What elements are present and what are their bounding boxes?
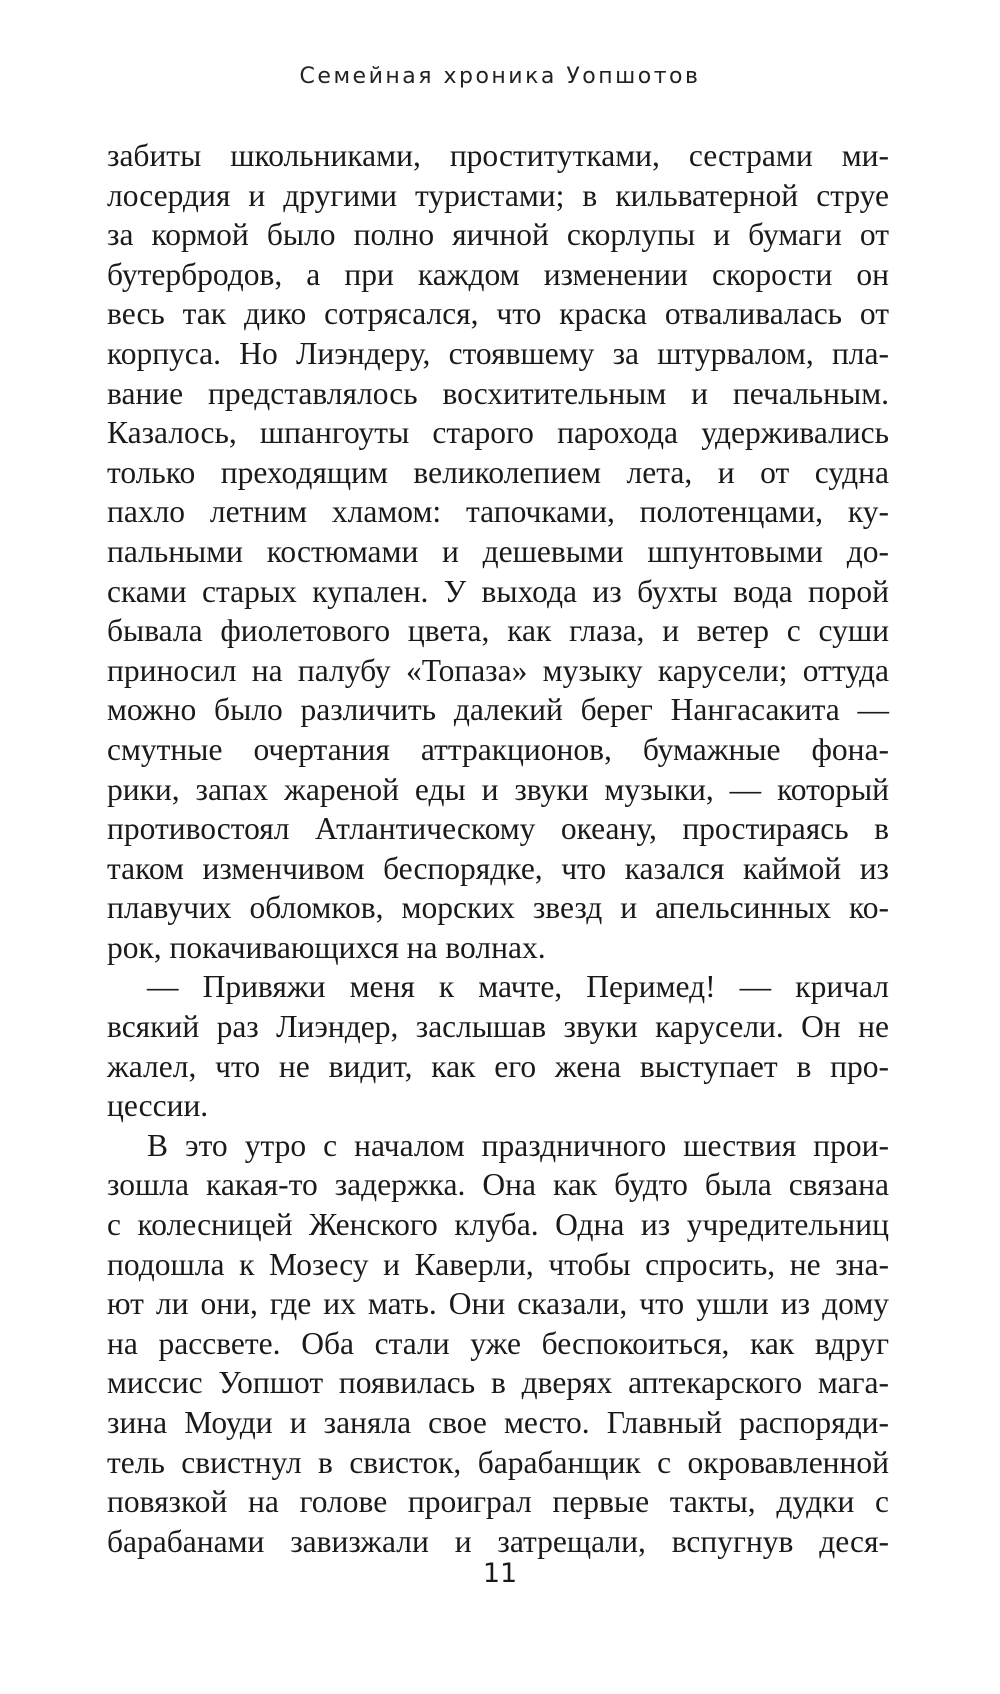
- text-line: таком изменчивом беспорядке, что казался каймой из: [107, 850, 889, 886]
- text-line: бывала фиолетового цвета, как глаза, и ветер с суши: [107, 613, 889, 649]
- text-line: миссис Уопшот появилась в дверях аптекарского мага-: [107, 1365, 889, 1401]
- text-line: смутные очертания аттракционов, бумажные фона-: [107, 731, 889, 767]
- running-title: Семейная хроника Уопшотов: [299, 64, 701, 89]
- text-line: вание представлялось восхитительным и печальным.: [107, 375, 889, 411]
- text-line: барабанами завизжали и затрещали, вспугнув деся-: [107, 1523, 889, 1559]
- text-line: корпуса. Но Лиэндеру, стоявшему за штурвалом, пла-: [107, 335, 889, 371]
- text-line: подошла к Мозесу и Каверли, чтобы спросить, не зна-: [107, 1246, 889, 1282]
- text-line: можно было различить далекий берег Нангасакита —: [107, 692, 889, 728]
- text-line: всякий раз Лиэндер, заслышав звуки карусели. Он не: [107, 1009, 889, 1045]
- page-number: 11: [482, 1558, 518, 1589]
- text-line: зошла какая-то задержка. Она как будто была связана: [107, 1167, 889, 1203]
- text-line: бутербродов, а при каждом изменении скорости он: [107, 256, 889, 292]
- body-text: [107, 136, 889, 1561]
- text-line: сками старых купален. У выхода из бухты вода порой: [107, 573, 889, 609]
- text-line: пальными костюмами и дешевыми шпунтовыми до-: [107, 533, 889, 569]
- text-line: В это утро с началом праздничного шествия прои-: [147, 1127, 889, 1163]
- text-line: ют ли они, где их мать. Они сказали, что ушли из дому: [107, 1286, 889, 1322]
- text-line: рок, покачивающихся на волнах.: [107, 929, 546, 965]
- text-line: жалел, что не видит, как его жена выступает в про-: [107, 1048, 889, 1084]
- text-line: рики, запах жареной еды и звуки музыки, — который: [107, 771, 889, 807]
- text-line: весь так дико сотрясался, что краска отваливалась от: [107, 296, 889, 332]
- text-line: тель свистнул в свисток, барабанщик с окровавленной: [107, 1444, 889, 1480]
- text-line: плавучих обломков, морских звезд и апельсинных ко-: [107, 890, 889, 926]
- text-line: приносил на палубу «Топаза» музыку карусели; оттуда: [107, 652, 889, 688]
- text-line: повязкой на голове проиграл первые такты, дудки с: [107, 1484, 889, 1520]
- text-line: Казалось, шпангоуты старого парохода удерживались: [107, 415, 889, 451]
- text-line: цессии.: [107, 1088, 209, 1124]
- text-line: — Привяжи меня к мачте, Перимед! — кричал: [147, 969, 889, 1005]
- text-line: противостоял Атлантическому океану, простираясь в: [107, 811, 889, 847]
- text-line: пахло летним хламом: тапочками, полотенцами, ку-: [107, 494, 889, 530]
- text-line: забиты школьниками, проститутками, сестрами ми-: [107, 138, 889, 173]
- text-line: лосердия и другими туристами; в кильватерной струе: [107, 177, 889, 213]
- text-line: на рассвете. Оба стали уже беспокоиться, как вдруг: [107, 1325, 889, 1361]
- text-line: зина Моуди и заняла свое место. Главный распоряди-: [107, 1405, 889, 1440]
- text-line: за кормой было полно яичной скорлупы и бумаги от: [107, 217, 889, 253]
- text-line: только преходящим великолепием лета, и от судна: [107, 454, 889, 490]
- text-line: с колесницей Женского клуба. Одна из учредительниц: [107, 1207, 889, 1243]
